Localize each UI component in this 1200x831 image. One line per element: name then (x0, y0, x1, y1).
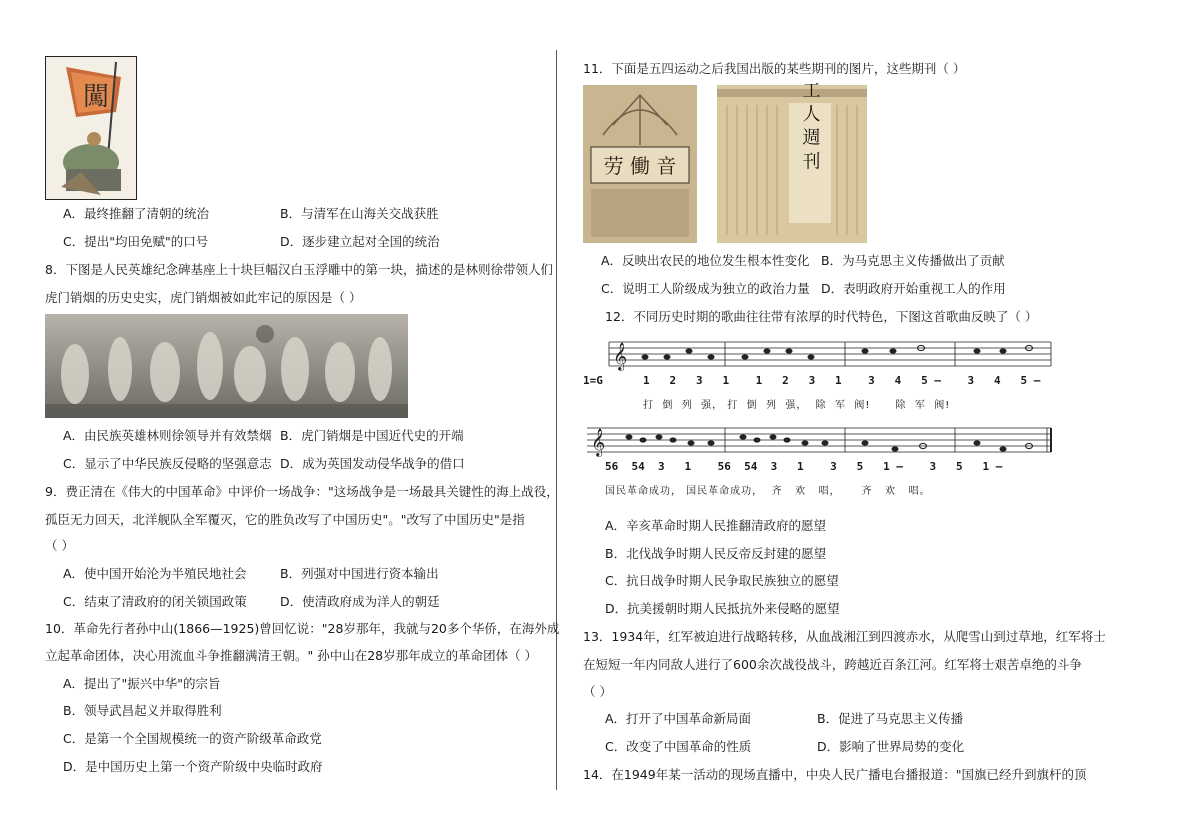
periodical2-title: 工 人 週 刊 (799, 80, 821, 170)
q11-option-c: C．说明工人阶级成为独立的政治力量 (601, 281, 810, 296)
q12-option-a: A．辛亥革命时期人民推翻清政府的愿望 (605, 518, 827, 533)
relief-sculpture-image (45, 314, 408, 418)
q12-option-c: C．抗日战争时期人民争取民族独立的愿望 (605, 573, 839, 588)
q9-option-a: A．使中国开始沦为半殖民地社会 (63, 566, 247, 581)
q13-stem-line1: 13．1934年，红军被迫进行战略转移，从血战湘江到四渡赤水，从爬雪山到过草地，红军将士 (583, 629, 1106, 644)
q9-stem-line1: 9．费正清在《伟大的中国革命》中评价一场战争："这场战争是一场最具关键性的海上战役， (45, 484, 559, 499)
q7-option-c: C．提出"均田免赋"的口号 (63, 234, 209, 249)
q8-option-d: D．成为英国发动侵华战争的借口 (280, 456, 465, 471)
q11-option-b: B．为马克思主义传播做出了贡献 (821, 253, 1005, 268)
q8-option-a: A．由民族英雄林则徐领导并有效禁烟 (63, 428, 272, 443)
q10-option-d: D．是中国历史上第一个资产阶级中央临时政府 (63, 759, 323, 774)
lyrics-line2: 国民革命成功， 国民革命成功， 齐 欢 唱， 齐 欢 唱。 (605, 486, 931, 497)
q10-option-b: B．领导武昌起义并取得胜利 (63, 703, 222, 718)
q7-option-a: A．最终推翻了清朝的统治 (63, 206, 210, 221)
q8-stem-line2: 虎门销烟的历史史实，虎门销烟被如此牢记的原因是（ ） (45, 290, 362, 305)
q12-stem-line1: 12．不同历史时期的歌曲往往带有浓厚的时代特色，下图这首歌曲反映了（ ） (605, 309, 1038, 324)
periodical-gongrenzhoukan-image (717, 80, 867, 243)
q13-stem-line3: （ ） (583, 684, 612, 699)
svg-text:𝄞: 𝄞 (613, 342, 628, 370)
column-divider (556, 50, 557, 790)
q13-option-c: C．改变了中国革命的性质 (605, 739, 752, 754)
q9-stem-line3: （ ） (45, 538, 74, 553)
q13-option-b: B．促进了马克思主义传播 (817, 711, 964, 726)
q8-option-c: C．显示了中华民族反侵略的坚强意志 (63, 456, 272, 471)
svg-text:闖: 闖 (83, 82, 110, 112)
q9-option-d: D．使清政府成为洋人的朝廷 (280, 594, 440, 609)
flag-illustration (45, 56, 137, 200)
notes-line1: 1 2 3 1 1 2 3 1 3 4 5 — 3 4 5 — (643, 374, 1041, 387)
q13-option-a: A．打开了中国革命新局面 (605, 711, 752, 726)
periodical1-title: 劳 働 音 (603, 154, 677, 178)
q13-stem-line2: 在短短一年内同敌人进行了600余次战役战斗，跨越近百条江河。红军将士艰苦卓绝的斗争 (583, 657, 1082, 672)
key-signature: 1=G (583, 374, 603, 387)
q12-option-b: B．北伐战争时期人民反帝反封建的愿望 (605, 546, 827, 561)
q12-option-d: D．抗美援朝时期人民抵抗外来侵略的愿望 (605, 601, 840, 616)
q11-option-d: D．表明政府开始重视工人的作用 (821, 281, 1006, 296)
q7-option-b: B．与清军在山海关交战获胜 (280, 206, 439, 221)
q8-option-b: B．虎门销烟是中国近代史的开端 (280, 428, 464, 443)
q7-option-d: D．逐步建立起对全国的统治 (280, 234, 440, 249)
q11-stem-line1: 11．下面是五四运动之后我国出版的某些期刊的图片，这些期刊（ ） (583, 61, 966, 76)
lyrics-line1: 打 倒 列 强， 打 倒 列 强， 除 军 阀! 除 军 阀! (643, 400, 951, 411)
music-score (583, 336, 1055, 506)
q10-stem-line2: 立起革命团体，决心用流血斗争推翻满清王朝。" 孙中山在28岁那年成立的革命团体（ ） (45, 648, 538, 663)
svg-text:𝄞: 𝄞 (591, 428, 606, 456)
q10-option-a: A．提出了"振兴中华"的宗旨 (63, 676, 221, 691)
periodical-laodongyin-image (583, 85, 697, 243)
q13-option-d: D．影响了世界局势的变化 (817, 739, 965, 754)
q8-stem-line1: 8．下图是人民英雄纪念碑基座上十块巨幅汉白玉浮雕中的第一块，描述的是林则徐带领人们 (45, 262, 553, 277)
q9-option-c: C．结束了清政府的闭关锁国政策 (63, 594, 247, 609)
q9-stem-line2: 孤臣无力回天，北洋舰队全军覆灭，它的胜负改写了中国历史"。"改写了中国历史"是指 (45, 512, 525, 527)
notes-line2: 56 54 3 1 56 54 3 1 3 5 1 — 3 5 1 — (605, 460, 1003, 473)
q11-option-a: A．反映出农民的地位发生根本性变化 (601, 253, 810, 268)
q14-stem-line1: 14．在1949年某一活动的现场直播中，中央人民广播电台播报道："国旗已经升到旗杆的顶 (583, 767, 1087, 782)
q9-option-b: B．列强对中国进行资本输出 (280, 566, 439, 581)
q10-option-c: C．是第一个全国规模统一的资产阶级革命政党 (63, 731, 322, 746)
q10-stem-line1: 10．革命先行者孙中山(1866—1925)曾回忆说："28岁那年，我就与20多个华侨，在海外成 (45, 621, 560, 636)
